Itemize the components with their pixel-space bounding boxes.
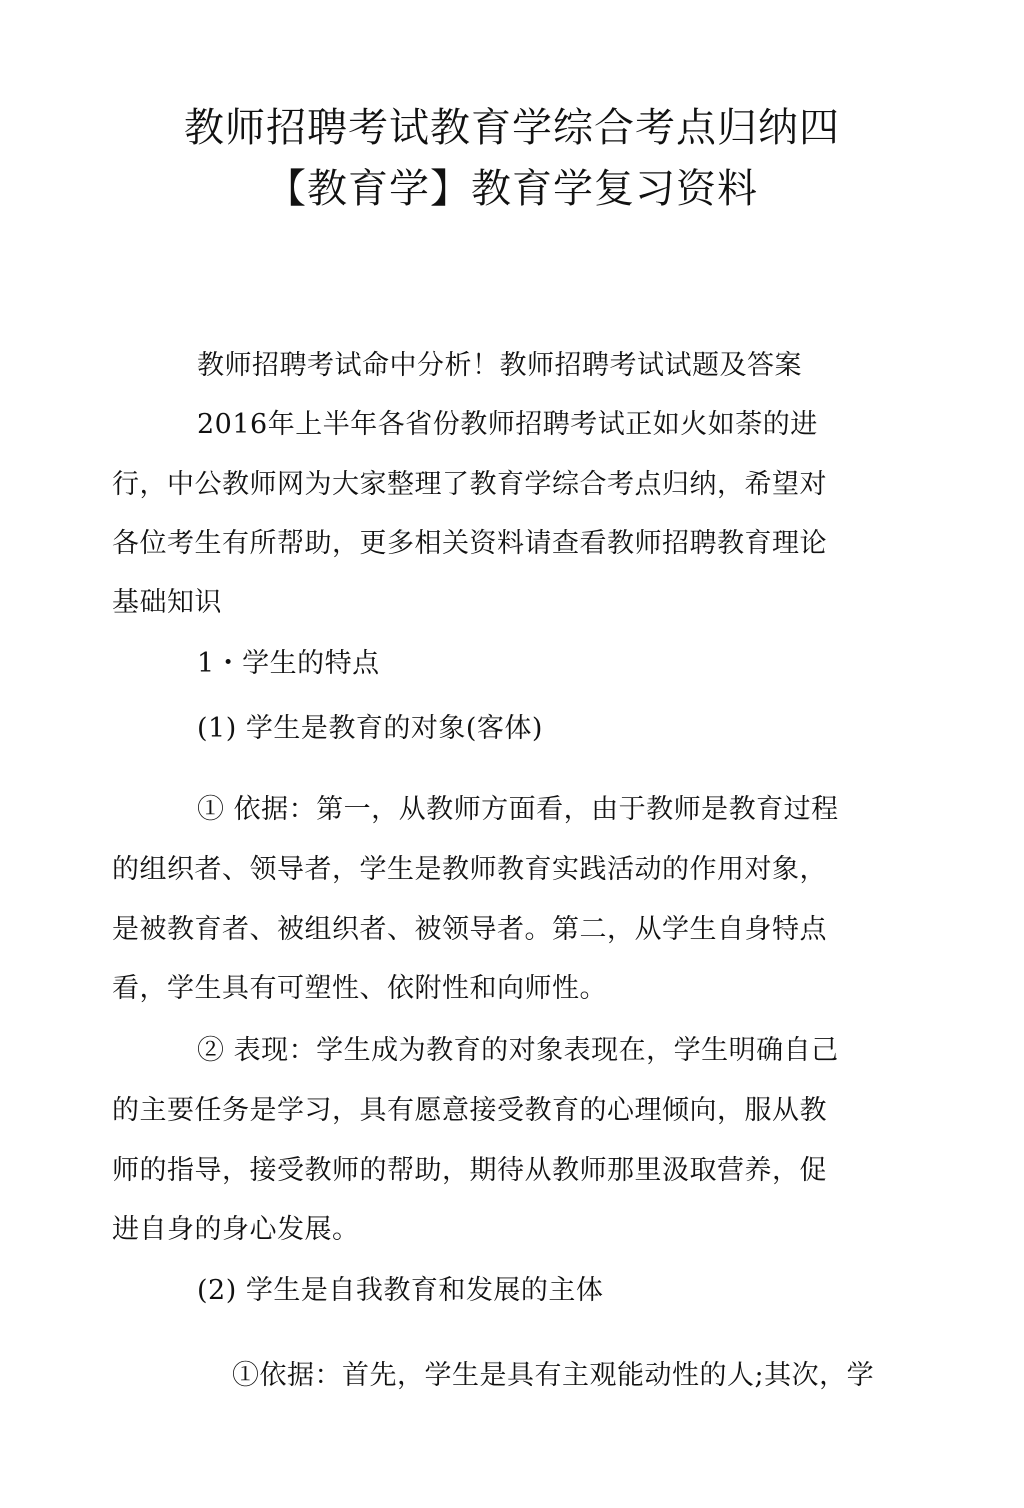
paragraph-line: 看，学生具有可塑性、依附性和向师性。 bbox=[112, 973, 607, 1004]
paragraph-line: 是被教育者、被组织者、被领导者。第二，从学生自身特点 bbox=[112, 914, 827, 945]
paragraph-line: 基础知识 bbox=[112, 587, 222, 618]
subsection-heading: (2) 学生是自我教育和发展的主体 bbox=[197, 1275, 604, 1306]
paragraph-line: 各位考生有所帮助，更多相关资料请查看教师招聘教育理论 bbox=[112, 528, 827, 559]
document-title-line-1: 教师招聘考试教育学综合考点归纳四 bbox=[184, 105, 840, 151]
paragraph-line: ①依据：首先，学生是具有主观能动性的人;其次，学 bbox=[232, 1360, 875, 1391]
paragraph-line: 的组织者、领导者，学生是教师教育实践活动的作用对象， bbox=[112, 854, 827, 885]
paragraph-line: 师的指导，接受教师的帮助，期待从教师那里汲取营养，促 bbox=[112, 1155, 827, 1186]
section-heading: 1・学生的特点 bbox=[197, 648, 380, 679]
paragraph-line: 进自身的身心发展。 bbox=[112, 1214, 360, 1245]
paragraph-line: 的主要任务是学习，具有愿意接受教育的心理倾向，服从教 bbox=[112, 1095, 827, 1126]
paragraph-line: 行，中公教师网为大家整理了教育学综合考点归纳，希望对 bbox=[112, 469, 827, 500]
subsection-heading: (1) 学生是教育的对象(客体) bbox=[197, 713, 543, 744]
document-title-line-2: 【教育学】教育学复习资料 bbox=[266, 166, 758, 212]
paragraph-line: 教师招聘考试命中分析！教师招聘考试试题及答案 bbox=[197, 350, 802, 381]
paragraph-line: ① 依据：第一，从教师方面看，由于教师是教育过程 bbox=[197, 794, 839, 825]
paragraph-line: ② 表现：学生成为教育的对象表现在，学生明确自己 bbox=[197, 1035, 839, 1066]
paragraph-line: 2016年上半年各省份教师招聘考试正如火如荼的进 bbox=[197, 409, 818, 440]
